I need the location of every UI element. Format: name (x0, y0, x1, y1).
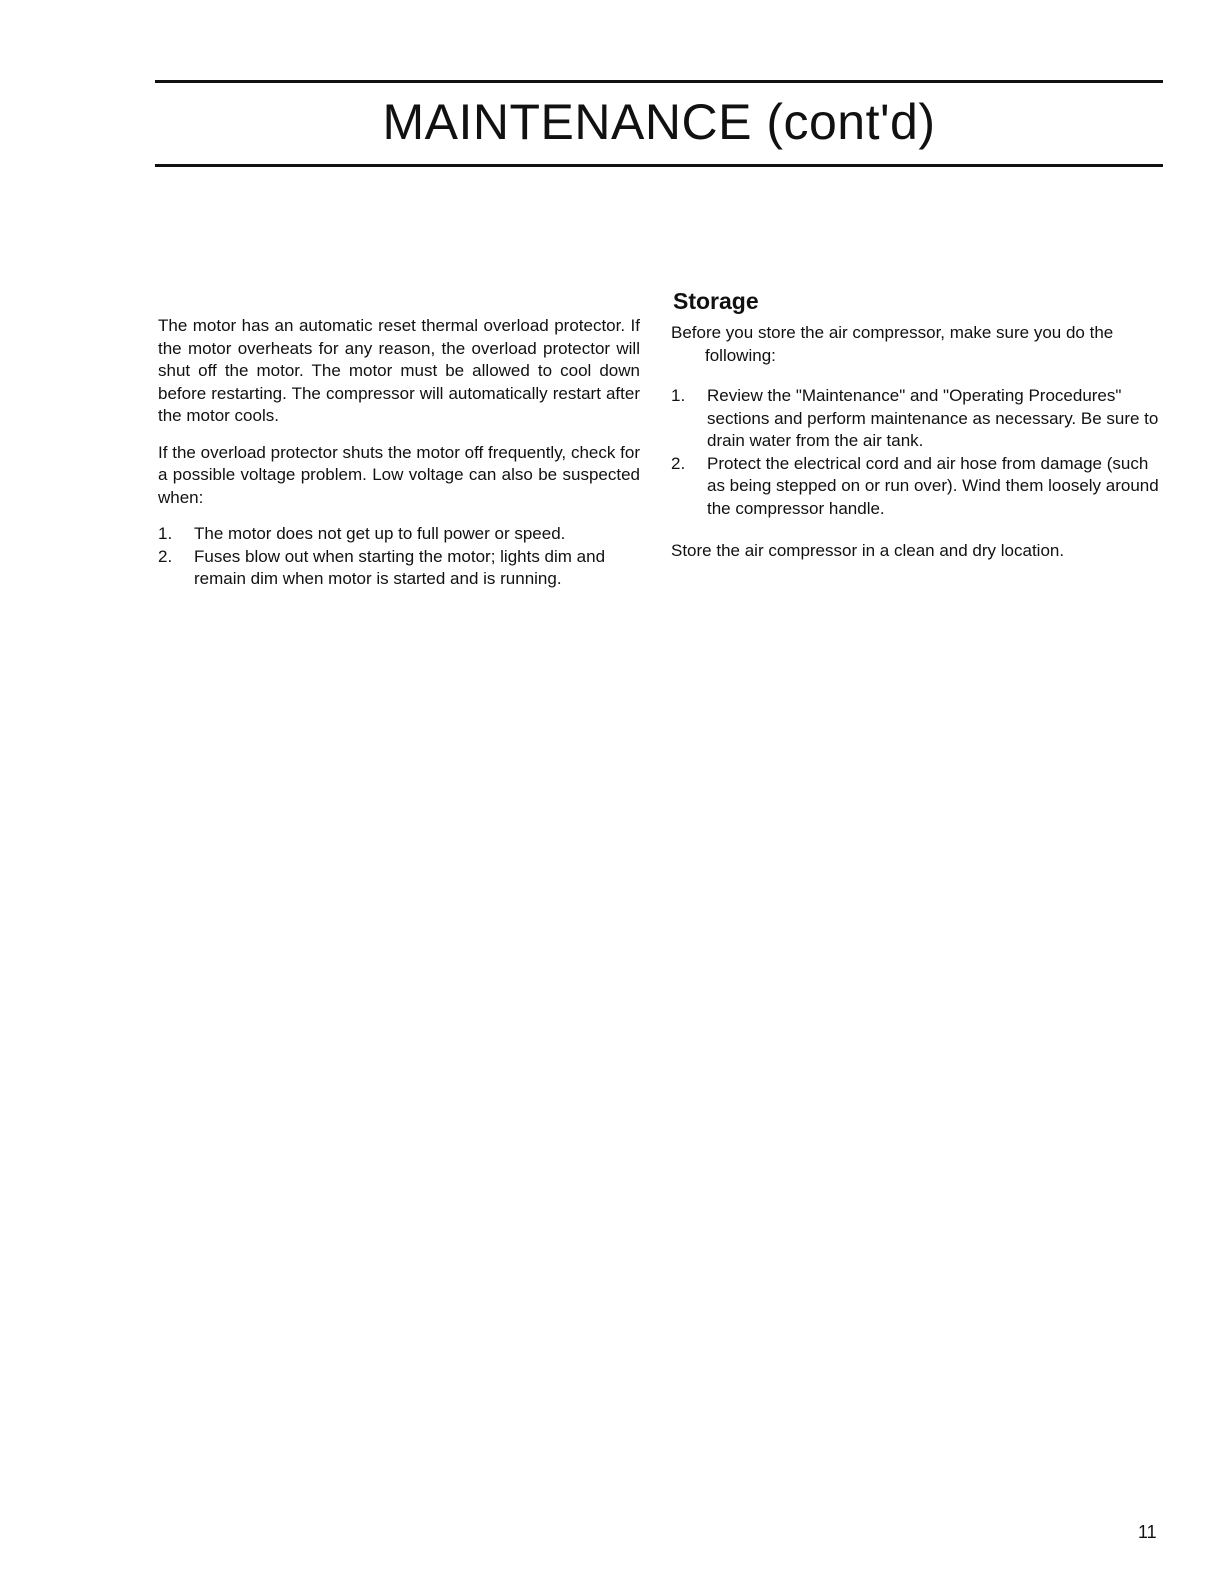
list-item-number: 2. (671, 453, 686, 473)
list-item (158, 523, 640, 546)
list-item-text: Fuses blow out when starting the motor; lights dim and remain dim when motor is started and is running. (194, 546, 606, 588)
storage-steps-list (671, 385, 1165, 520)
voltage-symptom-list (158, 523, 640, 591)
list-item-number: 2. (158, 546, 173, 566)
left-column (158, 315, 640, 603)
storage-section (671, 286, 1165, 577)
page-title: MAINTENANCE (cont'd) (382, 94, 936, 150)
header-rule-bottom (155, 164, 1163, 167)
list-item-text: The motor does not get up to full power or speed. (194, 524, 566, 543)
voltage-paragraph: If the overload protector shuts the motor off frequently, check for a possible voltage problem. Low voltage can also be suspected when: (158, 442, 640, 507)
list-item-text: Protect the electrical cord and air hose from damage (such as being stepped on or run over). Wind them loosely around the compressor handle. (707, 453, 1159, 518)
list-item-text: Review the "Maintenance" and "Operating Procedures" sections and perform maintenance as necessary. Be sure to drain water from the air tank. (707, 386, 1159, 450)
list-item (158, 546, 640, 591)
storage-intro: Before you store the air compressor, make sure you do the following: (671, 323, 1114, 365)
list-item (671, 453, 1165, 521)
overload-paragraph: The motor has an automatic reset thermal overload protector. If the motor overheats for any reason, the overload protector will shut off the motor. The motor must be allowed to cool down before restarting. The compressor will automatically restart after the motor cools. (158, 316, 640, 425)
list-item-number: 1. (158, 524, 173, 543)
page-number: 11 (1138, 1522, 1157, 1542)
storage-closing: Store the air compressor in a clean and dry location. (671, 541, 1065, 560)
list-item-number: 1. (671, 386, 686, 405)
list-item (671, 385, 1165, 453)
header-rule-top (155, 80, 1163, 83)
storage-heading: Storage (673, 288, 759, 314)
